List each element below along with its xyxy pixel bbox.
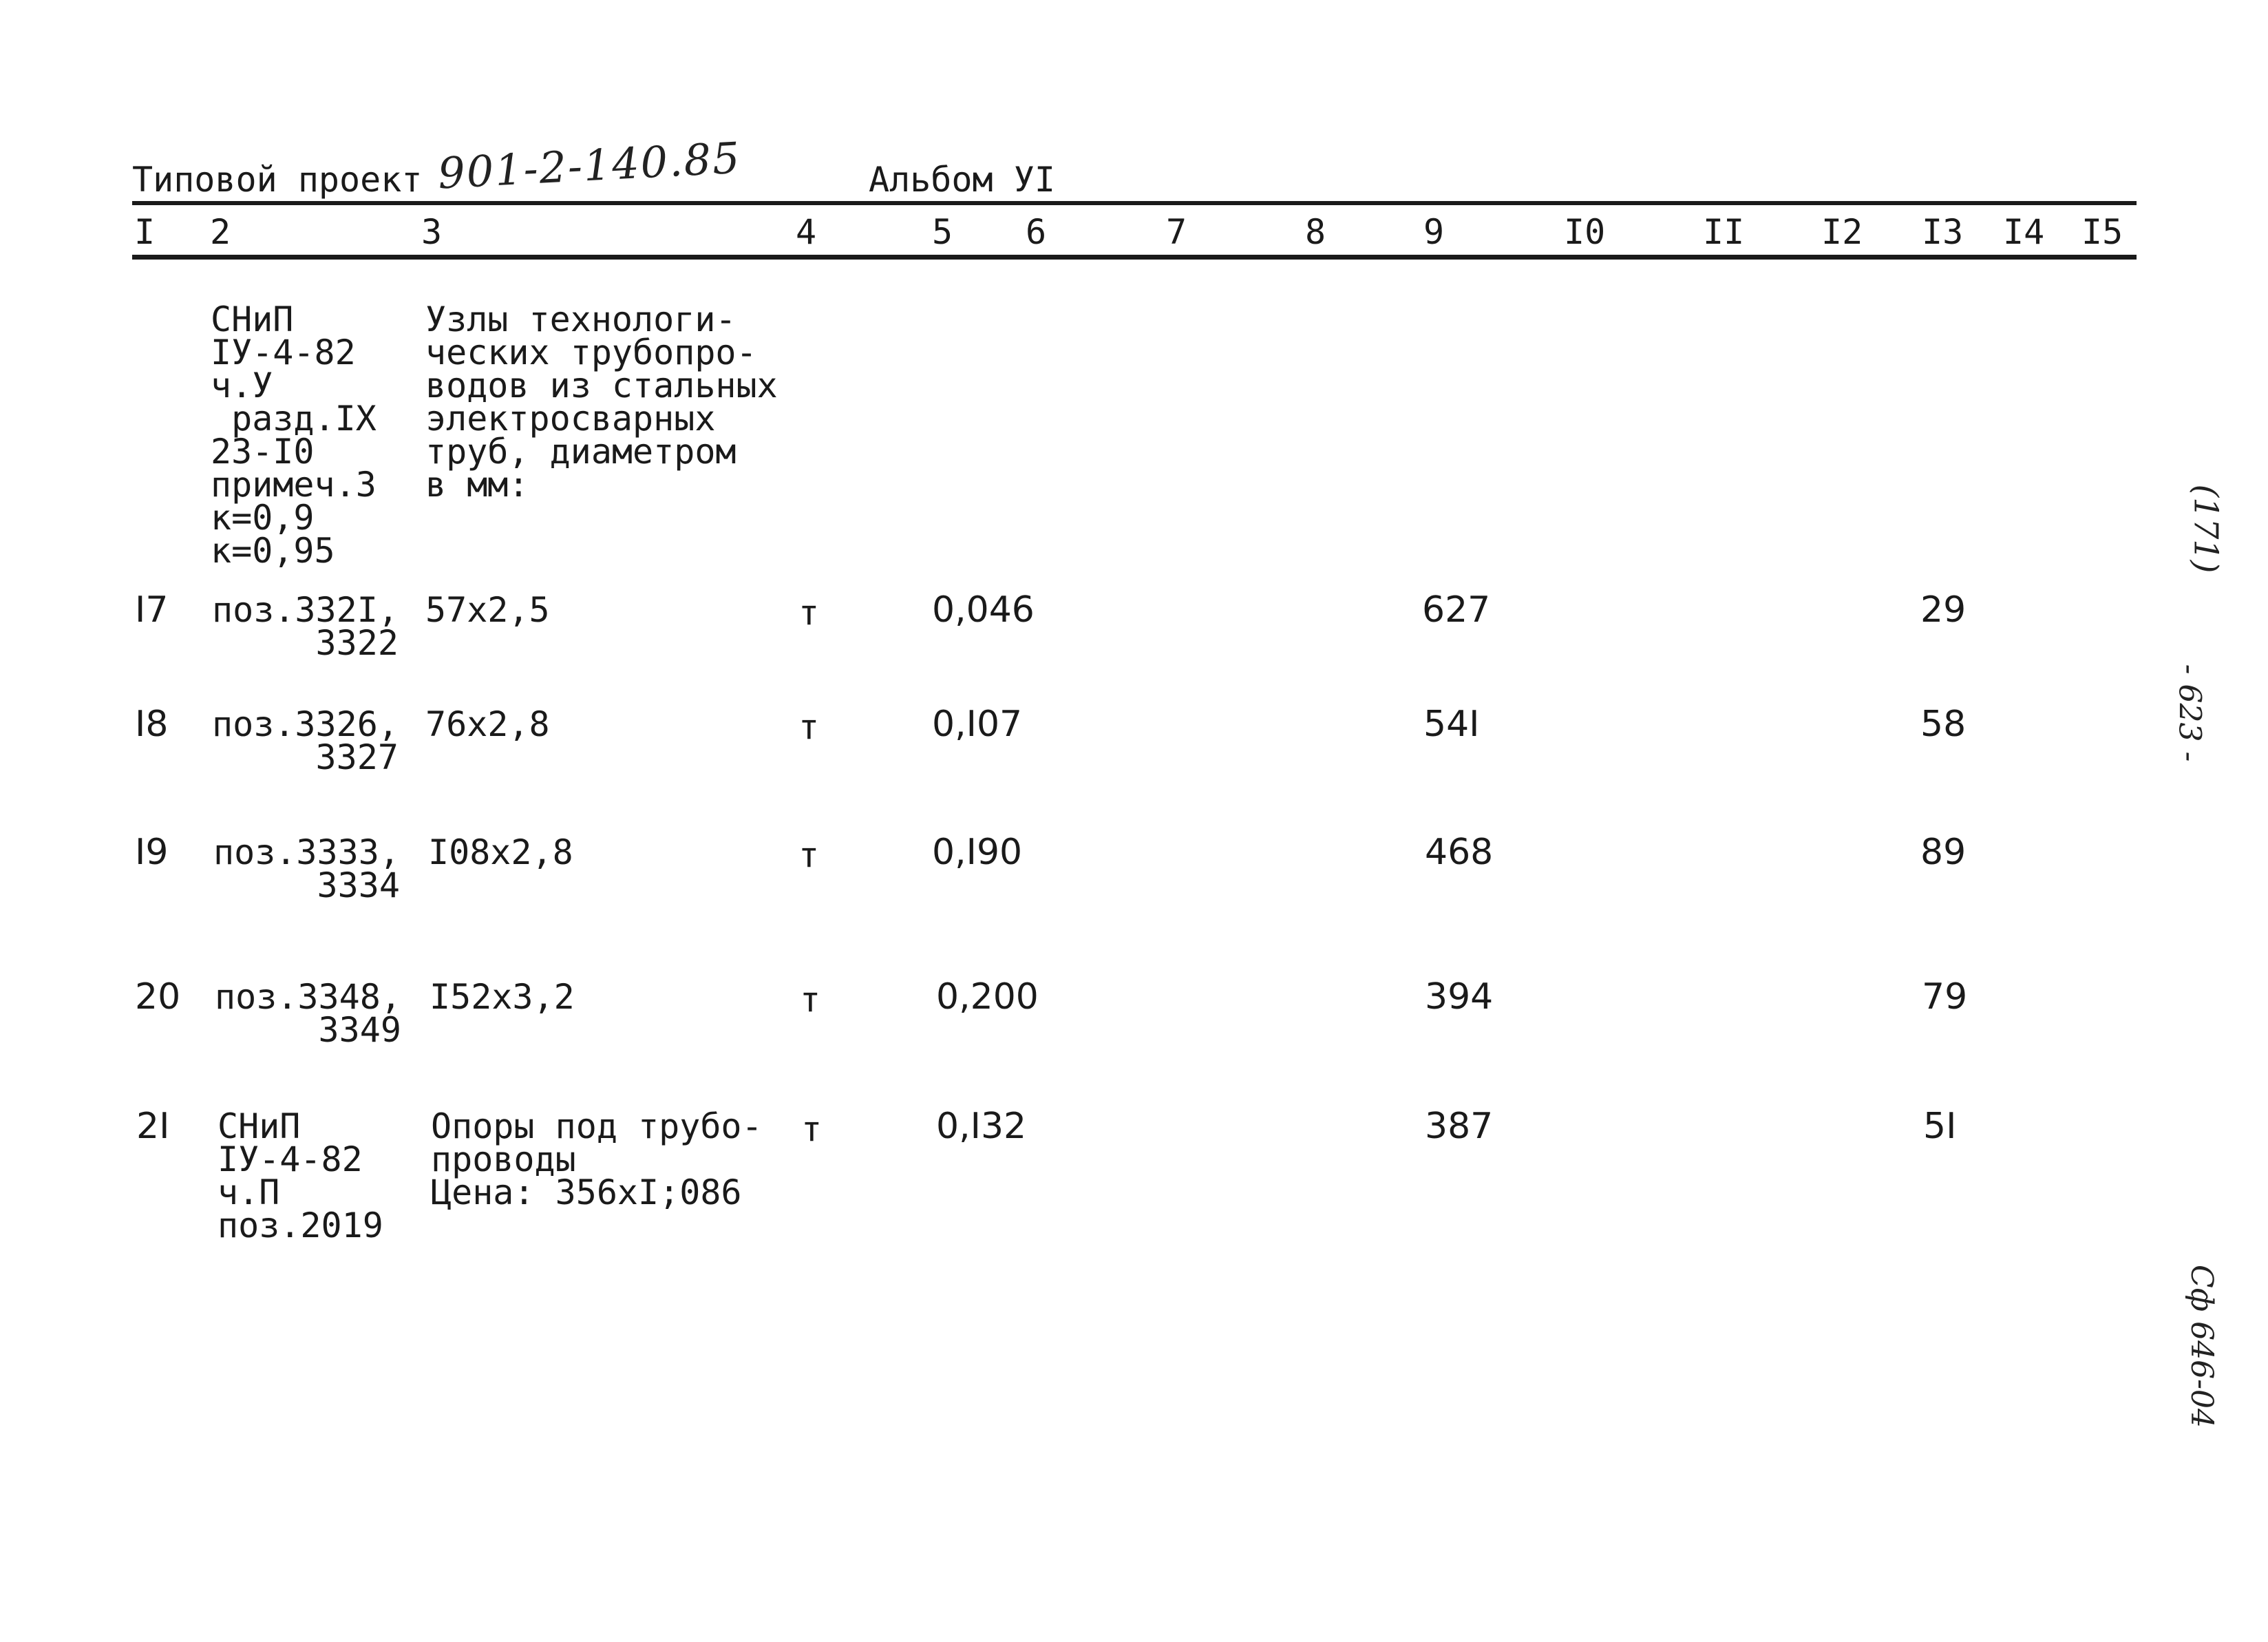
row-col9: 54I [1423, 704, 1480, 745]
row-number: 20 [135, 976, 181, 1018]
album-label: Альбом УІ [869, 160, 1055, 200]
page-number-mark: - 623 - [2172, 664, 2207, 762]
column-number: I5 [2081, 212, 2123, 252]
column-number: 7 [1166, 212, 1187, 252]
row-col9: 468 [1425, 832, 1494, 873]
column-number: 6 [1026, 212, 1047, 252]
row-description: I52x3,2 [430, 977, 575, 1017]
row-col5: 0,200 [936, 976, 1039, 1018]
row-reference: поз.3333, 3334 [213, 832, 400, 905]
row-number: I8 [135, 704, 169, 745]
column-number: I0 [1564, 212, 1606, 252]
row-col9: 394 [1425, 976, 1494, 1018]
column-number: I2 [1821, 212, 1863, 252]
row-col5: 0,I07 [932, 704, 1023, 745]
row-description: Опоры под трубо- проводы Цена: 356xI;086 [431, 1106, 763, 1212]
row-reference: СНиП IУ-4-82 ч.П поз.2019 [218, 1106, 383, 1245]
row-description: I08x2,8 [428, 832, 573, 872]
header-bottom-rule [132, 255, 2137, 260]
row-col13: 5I [1923, 1106, 1957, 1147]
row-description: 57x2,5 [425, 590, 550, 630]
header-top-rule [132, 201, 2137, 205]
row-col13: 58 [1920, 704, 1967, 745]
row-reference: поз.332I, 3322 [212, 590, 399, 663]
project-number: 901-2-140.85 [436, 132, 743, 199]
intro-description: Узлы технологи- ческих трубопро- водов из стальных электросварных труб, диаметром в мм: [425, 299, 778, 505]
column-number: 8 [1305, 212, 1326, 252]
row-unit: т [801, 1109, 823, 1149]
row-col13: 79 [1922, 976, 1968, 1018]
row-number: I7 [135, 589, 169, 631]
row-col5: 0,046 [932, 589, 1035, 631]
column-number: 3 [421, 212, 443, 252]
row-unit: т [798, 593, 820, 633]
row-unit: т [798, 835, 820, 875]
row-unit: т [800, 980, 821, 1020]
column-number: I3 [1922, 212, 1964, 252]
row-col5: 0,I32 [936, 1106, 1027, 1147]
column-number: I4 [2003, 212, 2045, 252]
column-number: 2 [210, 212, 231, 252]
column-number: 9 [1423, 212, 1445, 252]
row-col9: 387 [1425, 1106, 1494, 1147]
row-description: 76x2,8 [425, 704, 550, 744]
intro-reference: СНиП IУ-4-82 ч.У разд.IX 23-I0 примеч.3 к=0,9 к=0,95 [211, 299, 377, 571]
row-col13: 89 [1920, 832, 1967, 873]
row-col13: 29 [1920, 589, 1967, 631]
column-number: I [134, 212, 156, 252]
row-number: I9 [135, 832, 169, 873]
row-col9: 627 [1422, 589, 1491, 631]
row-unit: т [798, 707, 820, 747]
column-number: 5 [932, 212, 953, 252]
row-col5: 0,I90 [932, 832, 1023, 873]
project-label: Типовой проект [132, 160, 423, 200]
row-number: 2I [136, 1106, 170, 1147]
row-reference: поз.3348, 3349 [215, 977, 401, 1050]
sheet-number-mark: (171) [2186, 484, 2225, 573]
column-number: 4 [796, 212, 817, 252]
archive-code-mark: Сф 646-04 [2183, 1265, 2219, 1428]
row-reference: поз.3326, 3327 [212, 704, 399, 777]
column-number: II [1703, 212, 1745, 252]
